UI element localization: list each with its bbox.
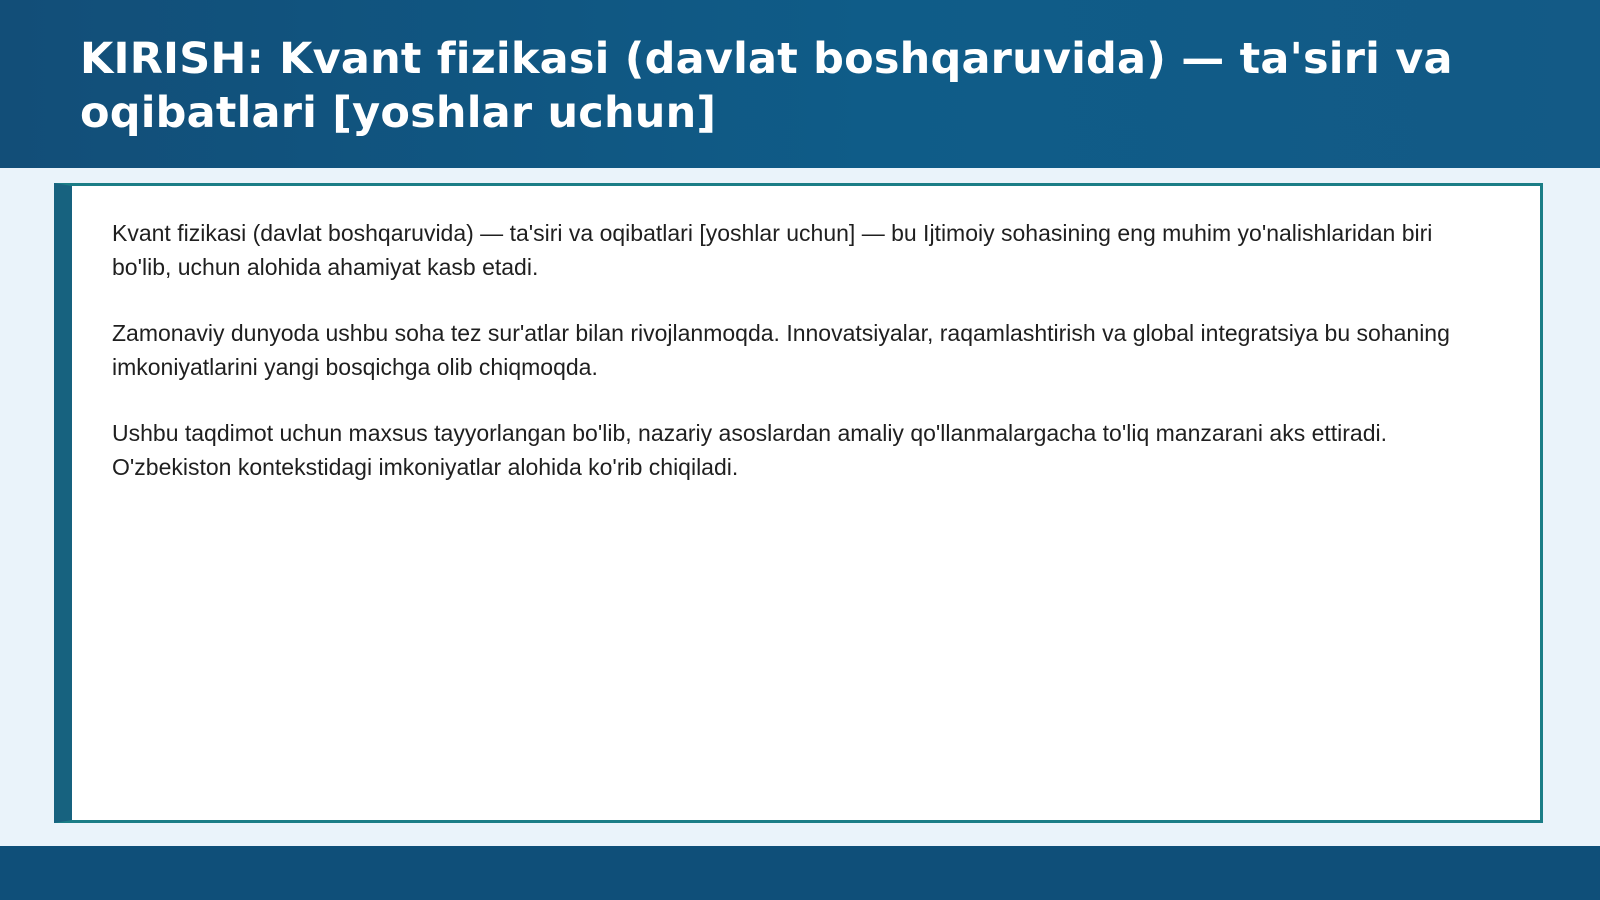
slide-title: KIRISH: Kvant fizikasi (davlat boshqaruvida) — ta'siri va oqibatlari [yoshlar uchun] xyxy=(80,34,1453,138)
content-card xyxy=(54,183,1543,823)
presentation-paragraph: Ushbu taqdimot uchun maxsus tayyorlangan bo'lib, nazariy asoslardan amaliy qo'llanmalargacha to'liq manzarani aks ettiradi. O'zbekiston kontekstidagi imkoniyatlar alohida ko'rib chiqiladi. xyxy=(112,420,1388,480)
intro-paragraph: Kvant fizikasi (davlat boshqaruvida) — ta'siri va oqibatlari [yoshlar uchun] — bu Ijtimoiy sohasining eng muhim yo'nalishlaridan biri bo'lib, uchun alohida ahamiyat kasb etadi. xyxy=(112,220,1433,280)
slide-header xyxy=(0,0,1600,168)
development-paragraph: Zamonaviy dunyoda ushbu soha tez sur'atlar bilan rivojlanmoqda. Innovatsiyalar, raqamlashtirish va global integratsiya bu sohaning imkoniyatlarini yangi bosqichga olib chiqmoqda. xyxy=(112,320,1450,380)
slide-footer xyxy=(0,846,1600,900)
